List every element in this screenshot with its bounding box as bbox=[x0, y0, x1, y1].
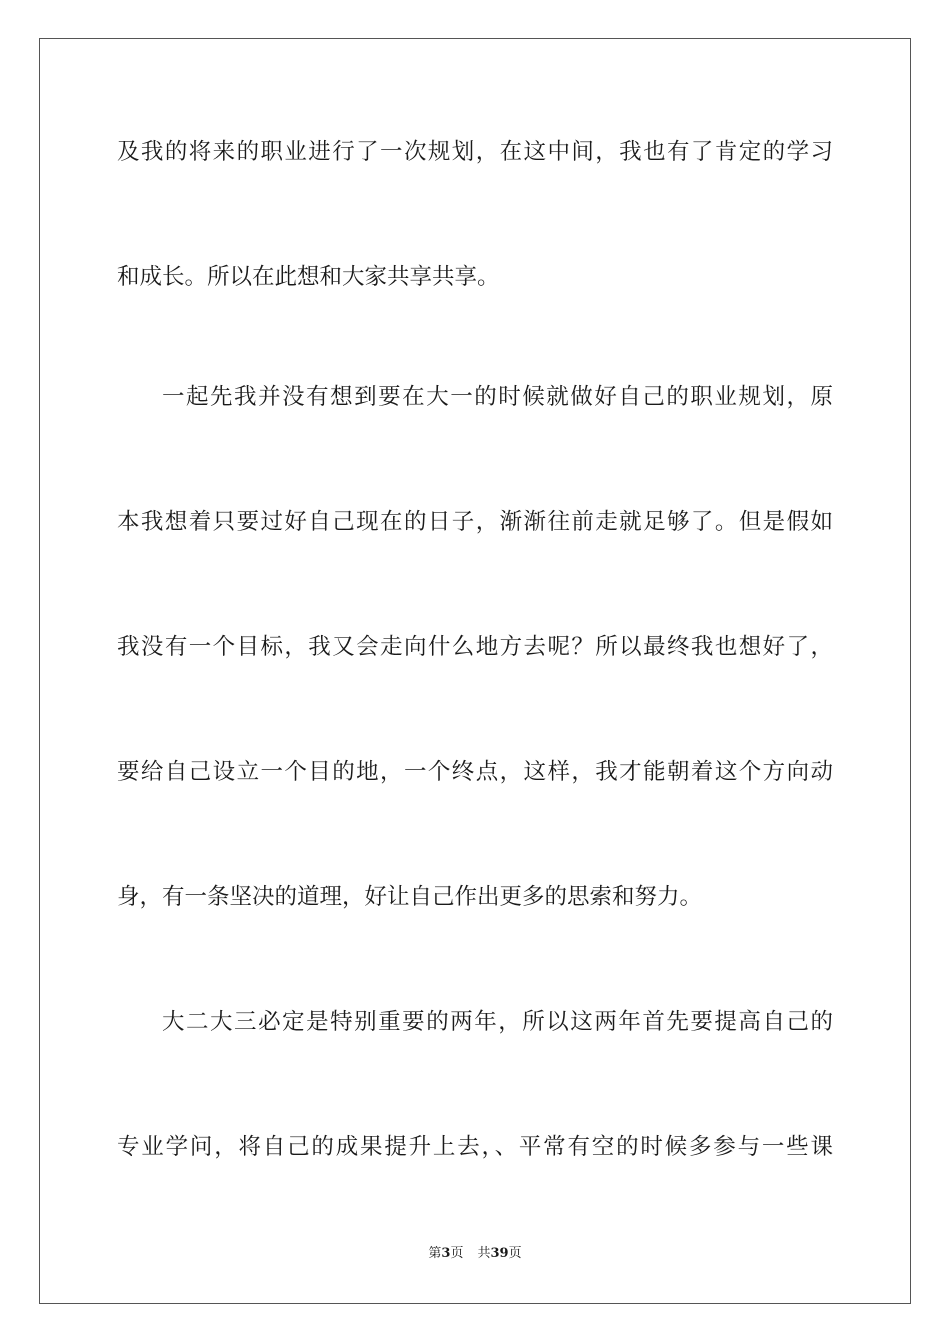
page-prefix: 第 bbox=[428, 1246, 442, 1261]
text-line-3: 一起先我并没有想到要在大一的时候就做好自己的职业规划，原 bbox=[162, 384, 833, 410]
total-prefix: 共 bbox=[477, 1246, 491, 1261]
text-line-9: 专业学问，将自己的成果提升上去，、平常有空的时候多参与一些课 bbox=[117, 1134, 833, 1160]
page-suffix: 页 bbox=[450, 1246, 464, 1261]
text-line-5: 我没有一个目标，我又会走向什么地方去呢？所以最终我也想好了， bbox=[117, 634, 833, 660]
total-pages: 39 bbox=[490, 1246, 509, 1261]
text-line-7: 身，有一条坚决的道理，好让自己作出更多的思索和努力。 bbox=[117, 884, 703, 910]
text-line-8: 大二大三必定是特别重要的两年，所以这两年首先要提高自己的 bbox=[162, 1009, 833, 1035]
page-footer bbox=[0, 1245, 950, 1263]
total-suffix: 页 bbox=[508, 1246, 522, 1261]
text-line-1: 及我的将来的职业进行了一次规划，在这中间，我也有了肯定的学习 bbox=[117, 139, 833, 165]
page-number: 3 bbox=[441, 1246, 451, 1261]
text-line-4: 本我想着只要过好自己现在的日子，渐渐往前走就足够了。但是假如 bbox=[117, 509, 833, 535]
text-line-2: 和成长。所以在此想和大家共享共享。 bbox=[117, 264, 500, 290]
page-border bbox=[39, 38, 911, 1304]
text-line-6: 要给自己设立一个目的地，一个终点，这样，我才能朝着这个方向动 bbox=[117, 759, 833, 785]
